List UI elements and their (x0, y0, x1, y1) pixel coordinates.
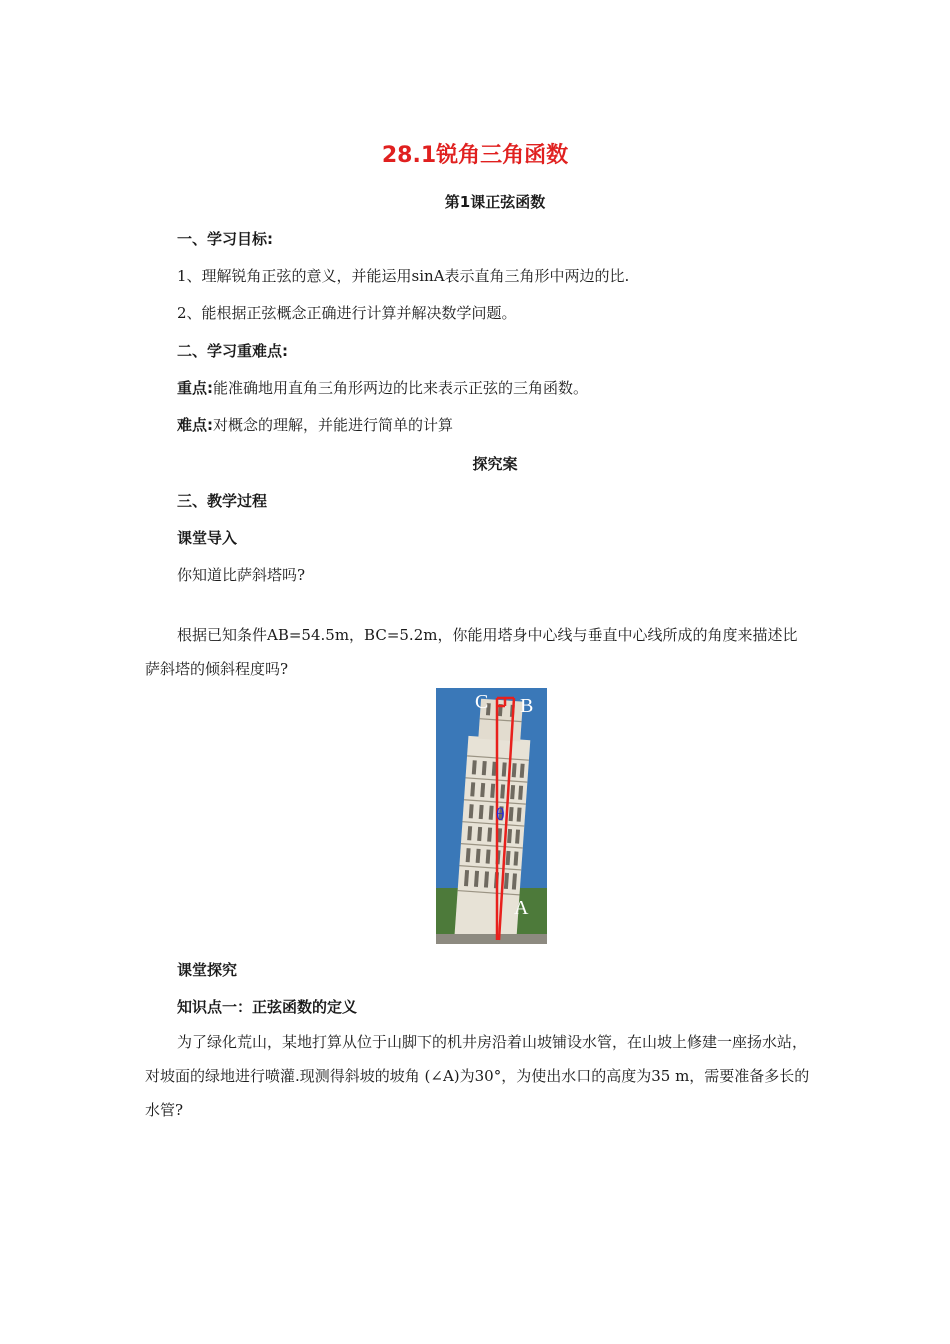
knowledge-point-heading: 知识点一：正弦函数的定义 (177, 998, 358, 1016)
key-point-line (177, 377, 588, 398)
ground (436, 934, 547, 944)
intro-question: 你知道比萨斜塔吗? (177, 566, 306, 584)
explore-case-title: 探究案 (472, 455, 518, 473)
label-theta: θ (496, 804, 505, 824)
explore-heading: 课堂探究 (177, 961, 238, 979)
key-point-label: 重点: (177, 379, 213, 397)
label-c: C (475, 691, 489, 713)
tower-illustration (436, 688, 547, 944)
goal-item-2: 2、能根据正弦概念正确进行计算并解决数学问题。 (177, 304, 517, 322)
section-heading-goals: 一、学习目标: (177, 230, 273, 248)
difficult-point-label: 难点: (177, 416, 213, 434)
intro-heading: 课堂导入 (177, 529, 238, 547)
section-heading-process: 三、教学过程 (177, 492, 268, 510)
goal-item-1: 1、理解锐角正弦的意义，并能运用sinA表示直角三角形中两边的比. (177, 267, 630, 285)
leaning-tower-figure (436, 688, 547, 944)
key-point-text: 能准确地用直角三角形两边的比来表示正弦的三角函数。 (213, 379, 589, 397)
label-a: A (514, 897, 529, 919)
lesson-subtitle: 第1课正弦函数 (444, 193, 546, 211)
section-heading-key-points: 二、学习重难点: (177, 342, 288, 360)
page-title: 28.1锐角三角函数 (381, 143, 569, 168)
intro-paragraph: 根据已知条件AB=54.5m，BC=5.2m，你能用塔身中心线与垂直中心线所成的角度来描述比萨斜塔的倾斜程度吗? (145, 626, 798, 678)
knowledge-paragraph: 为了绿化荒山，某地打算从位于山脚下的机井房沿着山坡铺设水管，在山坡上修建一座扬水站，对坡面的绿地进行喷灌.现测得斜坡的坡角 (∠A)为30°，为使出水口的高度为35 m，需要准备多长的水管? (145, 1033, 810, 1119)
label-b: B (520, 695, 534, 717)
difficult-point-text: 对概念的理解，并能进行简单的计算 (213, 416, 454, 434)
difficult-point-line (177, 414, 453, 435)
